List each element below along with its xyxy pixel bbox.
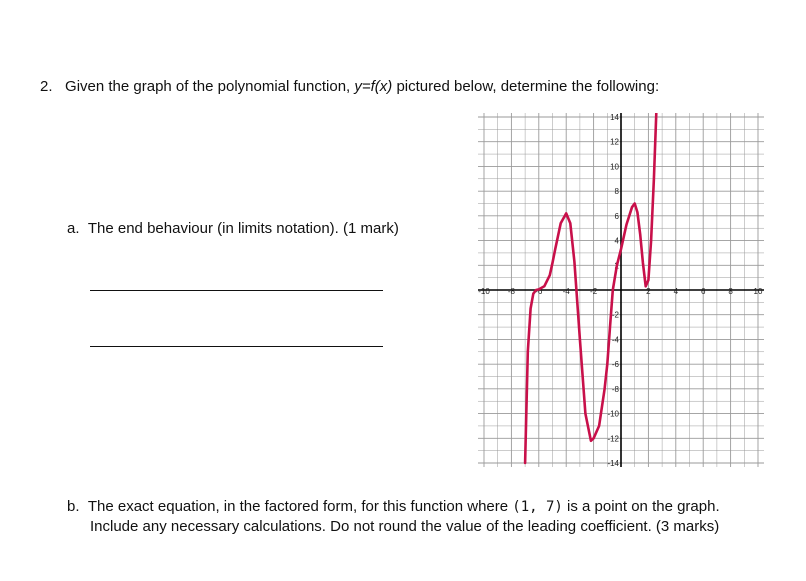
x-tick-label: -4 bbox=[562, 287, 570, 296]
y-tick-label: 12 bbox=[610, 137, 619, 147]
y-tick-label: -2 bbox=[611, 310, 619, 320]
question-intro-start: Given the graph of the polynomial function, bbox=[65, 78, 355, 95]
y-tick-label: -14 bbox=[607, 459, 619, 467]
y-tick-label: 4 bbox=[614, 236, 619, 246]
y-tick-label: 2 bbox=[614, 261, 619, 271]
graph-canvas bbox=[478, 113, 764, 467]
given-point: (1, 7) bbox=[512, 499, 563, 515]
part-b-label: b. bbox=[67, 498, 80, 515]
part-a-label: a. bbox=[67, 220, 80, 237]
y-tick-label: -10 bbox=[607, 409, 619, 419]
part-a-text: The end behaviour (in limits notation). (1 mark) bbox=[87, 220, 399, 237]
y-tick-label: 10 bbox=[610, 162, 619, 172]
question-2-prompt bbox=[40, 78, 659, 95]
function-notation: y=f(x) bbox=[354, 78, 393, 95]
part-b-text-start: The exact equation, in the factored form, for this function where bbox=[87, 498, 513, 515]
x-tick-label: 4 bbox=[673, 287, 679, 296]
part-b-line-1 bbox=[67, 497, 720, 517]
part-b-line-2: Include any necessary calculations. Do not round the value of the leading coefficient. (3 marks) bbox=[90, 518, 720, 535]
answer-line-2 bbox=[90, 346, 383, 347]
x-tick-label: 8 bbox=[728, 287, 733, 296]
polynomial-graph bbox=[478, 113, 764, 467]
x-tick-label: 2 bbox=[646, 287, 651, 296]
y-tick-label: -8 bbox=[611, 384, 619, 394]
answer-line-1 bbox=[90, 290, 383, 291]
y-tick-label: -4 bbox=[611, 335, 619, 345]
question-intro-end: pictured below, determine the following: bbox=[392, 78, 660, 95]
part-b-prompt bbox=[67, 497, 720, 536]
x-tick-label: 10 bbox=[753, 287, 763, 296]
x-tick-label: -2 bbox=[590, 287, 598, 296]
x-tick-label: -6 bbox=[535, 287, 543, 296]
y-tick-label: -12 bbox=[607, 434, 619, 444]
x-tick-label: 6 bbox=[700, 287, 706, 296]
y-tick-label: 8 bbox=[614, 187, 619, 197]
question-number: 2. bbox=[40, 78, 53, 95]
y-tick-label: 6 bbox=[614, 211, 619, 221]
x-tick-label: -10 bbox=[478, 287, 490, 296]
x-tick-label: -8 bbox=[507, 287, 515, 296]
y-tick-label: 14 bbox=[610, 113, 619, 122]
y-tick-label: -6 bbox=[611, 360, 619, 370]
part-b-text-end: is a point on the graph. bbox=[562, 498, 720, 515]
part-a-prompt bbox=[67, 220, 399, 237]
